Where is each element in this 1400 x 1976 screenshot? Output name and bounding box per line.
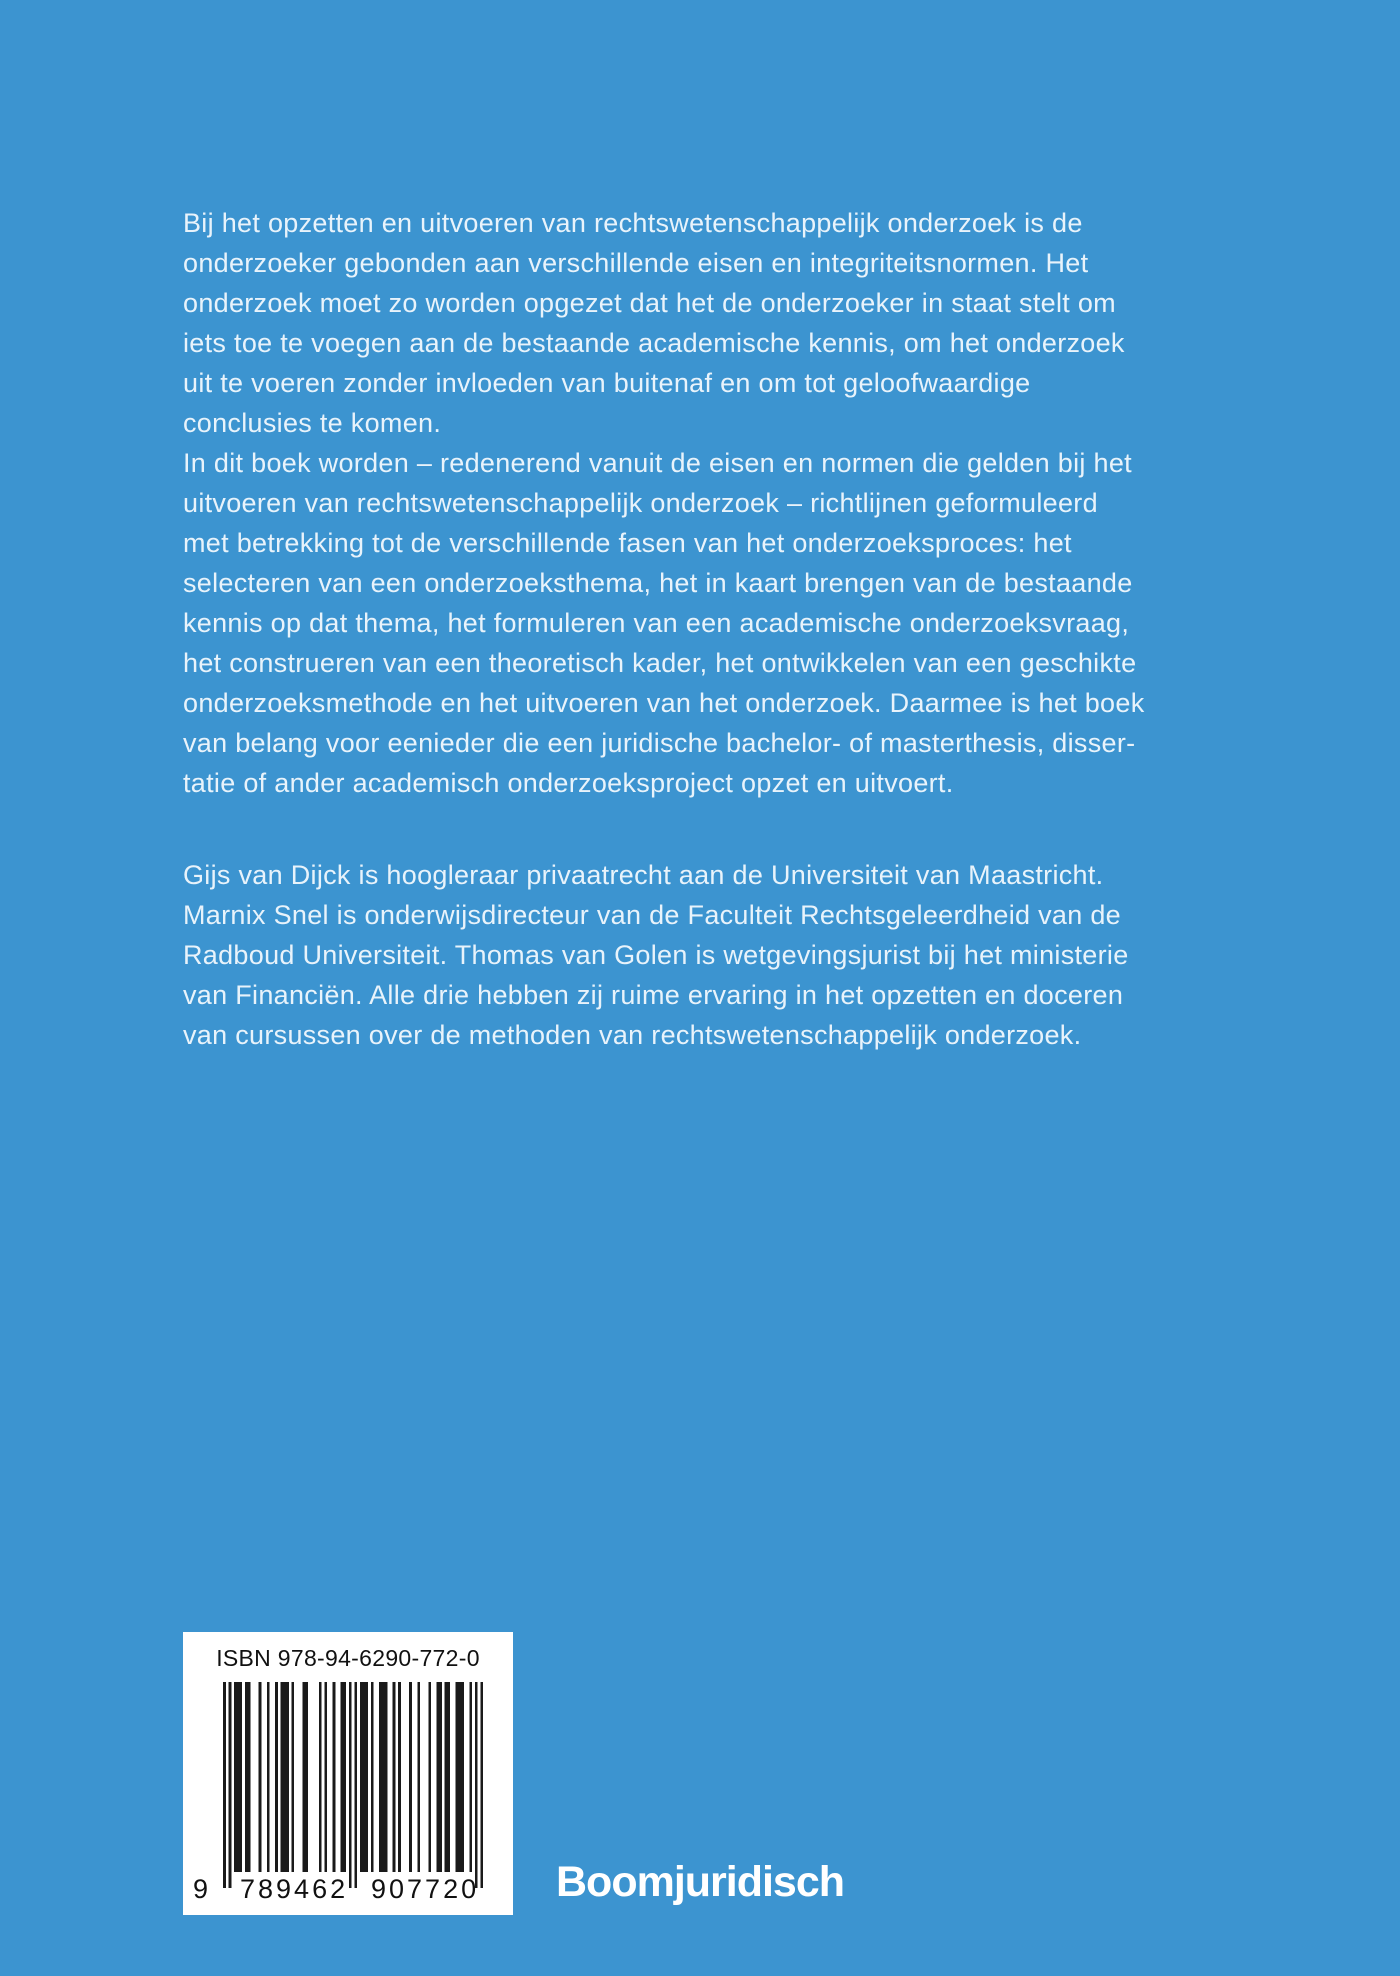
author-bio-line: Radboud Universiteit. Thomas van Golen is wetgevingsjurist bij het ministerie [183, 940, 1129, 970]
blurb-line: met betrekking tot de verschillende fasen van het onderzoeksproces: het [183, 528, 1072, 558]
isbn-label: ISBN 978-94-6290-772-0 [216, 1645, 480, 1671]
author-bio-line: van Financiën. Alle drie hebben zij ruime ervaring in het opzetten en doceren [183, 980, 1124, 1010]
author-bio-line: Marnix Snel is onderwijsdirecteur van de Faculteit Rechtsgeleerdheid van de [183, 900, 1121, 930]
blurb [183, 203, 1233, 803]
barcode-digits-left: 789462 [240, 1874, 349, 1904]
blurb-line: onderzoeker gebonden aan verschillende eisen en integriteitsnormen. Het [183, 248, 1089, 278]
author-bio-line: Gijs van Dijck is hoogleraar privaatrecht aan de Universiteit van Maastricht. [183, 860, 1104, 890]
publisher-logo: Boomjuridisch [556, 1858, 845, 1906]
blurb-line: Bij het opzetten en uitvoeren van rechtswetenschappelijk onderzoek is de [183, 208, 1083, 238]
blurb-line: uit te voeren zonder invloeden van buitenaf en om tot geloofwaardige [183, 368, 1031, 398]
author-bio [183, 855, 1233, 1055]
blurb-line: onderzoeksmethode en het uitvoeren van het onderzoek. Daarmee is het boek [183, 688, 1145, 718]
blurb-line: iets toe te voegen aan de bestaande academische kennis, om het onderzoek [183, 328, 1125, 358]
blurb-line: conclusies te komen. [183, 408, 442, 438]
barcode-digits-right: 907720 [371, 1874, 480, 1904]
blurb-line: onderzoek moet zo worden opgezet dat het de onderzoeker in staat stelt om [183, 288, 1116, 318]
barcode-digit-prefix: 9 [193, 1874, 209, 1904]
blurb-line: In dit boek worden – redenerend vanuit de eisen en normen die gelden bij het [183, 448, 1132, 478]
blurb-line: kennis op dat thema, het formuleren van een academische onderzoeksvraag, [183, 608, 1130, 638]
ean-barcode [223, 1682, 483, 1888]
blurb-line: selecteren van een onderzoeksthema, het in kaart brengen van de bestaande [183, 568, 1133, 598]
blurb-line: tatie of ander academisch onderzoeksproject opzet en uitvoert. [183, 768, 954, 798]
blurb-line: van belang voor eenieder die een juridische bachelor- of masterthesis, disser- [183, 728, 1136, 758]
blurb-line: uitvoeren van rechtswetenschappelijk onderzoek – richtlijnen geformuleerd [183, 488, 1098, 518]
barcode-panel [183, 1632, 513, 1915]
blurb-line: het construeren van een theoretisch kader, het ontwikkelen van een geschikte [183, 648, 1137, 678]
author-bio-line: van cursussen over de methoden van rechtswetenschappelijk onderzoek. [183, 1020, 1082, 1050]
